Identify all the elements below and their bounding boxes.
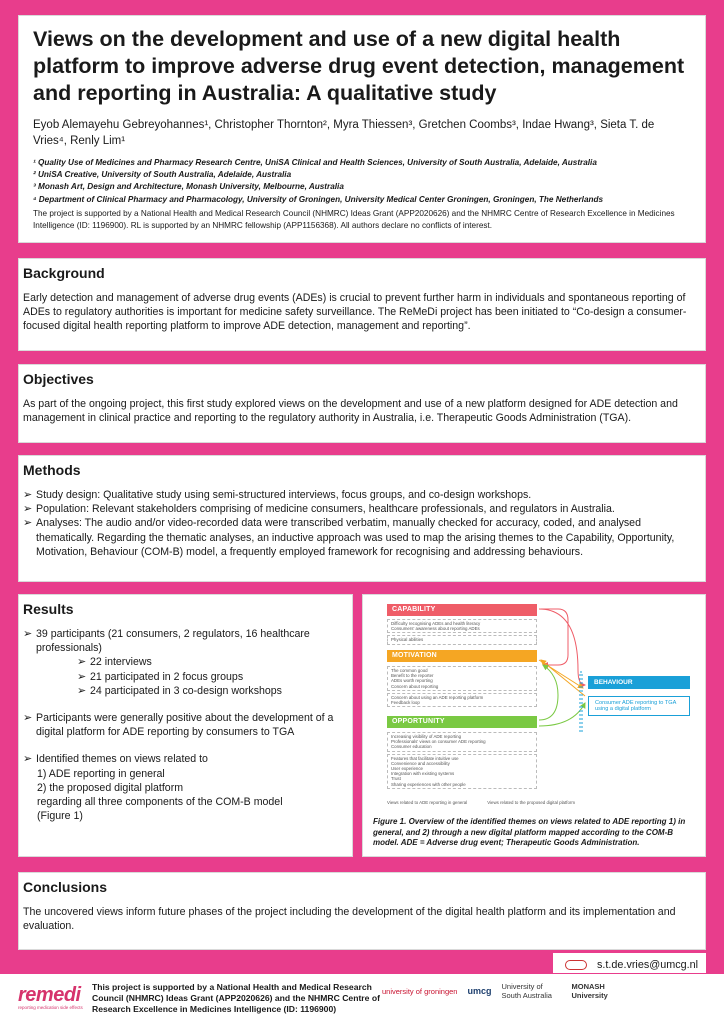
affiliations — [33, 157, 691, 206]
objectives-text: As part of the ongoing project, this first study explored views on the development and use of a new platform designed for ADE detection and management in clinical practice and reporting to the regulatory authority in Australia, i.e. Therapeutic Goods Administration (TGA). — [23, 398, 678, 425]
conclusions-text: The uncovered views inform future phases of the project including the development of the digital health platform and its implementation and evaluation. — [23, 906, 676, 933]
umcg-logo: umcg — [467, 986, 492, 996]
background-text: Early detection and management of adverse drug events (ADEs) is crucial to prevent further harm in individuals and spontaneous reporting of ADEs to regulatory authorities is important for medicine safety surveillance. The ReMeDi project has been initiated to “Co-design a consumer-focused digital health reporting platform to improve ADE detection, management and reporting”. — [23, 292, 687, 333]
conclusions-heading: Conclusions — [23, 879, 108, 895]
arrow-bullet-icon: ➢ — [23, 712, 33, 725]
results-heading: Results — [23, 601, 74, 617]
arrow-bullet-icon: ➢ — [77, 684, 87, 697]
capability-behaviour-link — [539, 609, 585, 685]
arrow-bullet-icon: ➢ — [23, 753, 33, 766]
background-heading: Background — [23, 265, 105, 281]
capability-items: Difficulty recognising ADEs and health literacy Consumers' awareness about reporting ADEs Physical abilities — [387, 619, 537, 647]
partner-logos — [382, 982, 631, 1000]
arrow-bullet-icon: ➢ — [77, 670, 87, 683]
author-list: Eyob Alemayehu Gebreyohannes¹, Christopher Thornton², Myra Thiessen³, Gretchen Coombs³, Indae Hwang³, Sieta T. de Vries⁴, Renly Lim¹ — [33, 119, 655, 147]
conclusions-section — [18, 872, 706, 950]
results-theme-1: 1) ADE reporting in general — [37, 767, 165, 780]
results-participants: ➢ 39 participants (21 consumers, 2 regulators, 16 healthcare professionals) — [23, 628, 310, 655]
arrow-bullet-icon: ➢ — [23, 517, 33, 530]
title-panel — [18, 15, 706, 243]
results-themes-outro: regarding all three components of the COM-B model — [37, 796, 283, 809]
behaviour-text: Consumer ADE reporting to TGA using a digital platform — [588, 696, 690, 716]
behaviour-label: BEHAVIOUR — [588, 676, 690, 689]
background-section — [18, 258, 706, 351]
affiliation-1: ¹ Quality Use of Medicines and Pharmacy Research Centre, UniSA Clinical and Health Sciences, University of South Australia, Adelaide, Australia — [33, 158, 597, 167]
results-sub-item: ➢ 22 interviews — [77, 656, 152, 669]
arrow-bullet-icon: ➢ — [23, 503, 33, 516]
methods-section — [18, 455, 706, 582]
results-themes: ➢ Identified themes on views related to — [23, 753, 208, 766]
arrow-bullet-icon: ➢ — [23, 628, 33, 640]
poster-title: Views on the development and use of a new digital health platform to improve adverse drug event detection, management and reporting in Australia: A qualitative study — [33, 27, 685, 105]
methods-item: ➢ Analyses: The audio and/or video-recorded data were transcribed verbatim, manually checked for accuracy, coded, and analysed thematically. Regarding the thematic analyses, an inductive approach was used to map the arising themes to the Capability, Opportunity, Motivation, Behaviour (COM-B) model, a frequently employed framework for recognising and addressing behaviours. — [23, 517, 675, 558]
contact-email[interactable] — [553, 953, 706, 973]
methods-heading: Methods — [23, 462, 81, 478]
figure-caption: Figure 1. Overview of the identified themes on views related to ADE reporting 1) in general, and 2) through a new digital platform mapped according to the COM-B model. ADE = Adverse drug event; Therapeutic Goods Administration. — [373, 817, 686, 847]
results-section — [18, 594, 353, 857]
results-figure-ref: (Figure 1) — [37, 810, 83, 823]
arrow-bullet-icon: ➢ — [23, 489, 33, 501]
motivation-items: The common good Benefit to the reporter ADEs worth reporting Concern about reporting Concern about using an ADE reporting platform Feedback loop — [387, 666, 537, 709]
legend-1: Views related to ADE reporting in general — [387, 800, 468, 805]
results-positive: ➢ Participants were generally positive about the development of a digital platform for ADE reporting by consumers to TGA — [23, 712, 334, 739]
results-theme-2: 2) the proposed digital platform — [37, 781, 184, 794]
arrow-bullet-icon: ➢ — [77, 656, 87, 669]
methods-item: ➢ Population: Relevant stakeholders comprising of medicine consumers, healthcare professionals, and regulators in Australia. — [23, 503, 615, 516]
results-sub-item: ➢ 24 participated in 3 co-design workshops — [77, 684, 282, 697]
capability-label: CAPABILITY — [387, 604, 537, 616]
objectives-heading: Objectives — [23, 371, 94, 387]
email-icon — [565, 960, 587, 970]
figure-panel — [362, 594, 706, 857]
objectives-section — [18, 364, 706, 443]
opportunity-behaviour-link — [539, 703, 585, 726]
affiliation-3: ³ Monash Art, Design and Architecture, Monash University, Melbourne, Australia — [33, 182, 344, 192]
opportunity-label: OPPORTUNITY — [387, 716, 537, 728]
affiliation-2: ² UniSA Creative, University of South Australia, Adelaide, Australia — [33, 170, 292, 180]
motivation-label: MOTIVATION — [387, 650, 537, 662]
opportunity-items: Increasing visibility of ADE reporting Professionals' views on consumer ADE reporting Consumer education Features that facilitate intuitive use Convenience and accessibility User experience Integration with existing systems Trust Sharing experiences with other people — [387, 732, 537, 791]
comb-diagram — [373, 600, 697, 812]
methods-item: ➢ Study design: Qualitative study using semi-structured interviews, focus groups, and co-design workshops. — [23, 489, 532, 501]
footer-funding: This project is supported by a National Health and Medical Research Council (NHMRC) Ideas Grant (APP2020626) and the NHMRC Centre of Research Excellence in Medicines Intelligence (ID: 1196900) — [92, 982, 380, 1014]
unisa-logo: University of South Australia — [501, 982, 552, 1000]
funding-statement: The project is supported by a National Health and Medical Research Council (NHMRC) Ideas Grant (APP2020626) and the NHMRC Centre of Research Excellence in Medicines Intelligence (ID: 1196900). RL is supported by an NHMRC fellowship (APP1156368). All authors declare no conflicts of interest. — [33, 208, 675, 230]
opportunity-motivation-link — [539, 665, 558, 720]
groningen-logo: university of groningen — [382, 986, 458, 996]
results-sub-item: ➢ 21 participated in 2 focus groups — [77, 670, 244, 683]
capability-motivation-link — [541, 609, 568, 665]
affiliation-4: ⁴ Department of Clinical Pharmacy and Pharmacology, University of Groningen, University Medical Center Groningen, Groningen, The Netherlands — [33, 194, 604, 204]
footer — [0, 974, 724, 1024]
legend-2: Views related to the proposed digital platform — [487, 800, 576, 805]
remedi-logo: remedi reporting medication side effects — [18, 984, 83, 1010]
monash-logo: MONASH University — [571, 982, 608, 1000]
figure-legend — [387, 800, 587, 805]
email-text[interactable]: s.t.de.vries@umcg.nl — [597, 958, 698, 971]
